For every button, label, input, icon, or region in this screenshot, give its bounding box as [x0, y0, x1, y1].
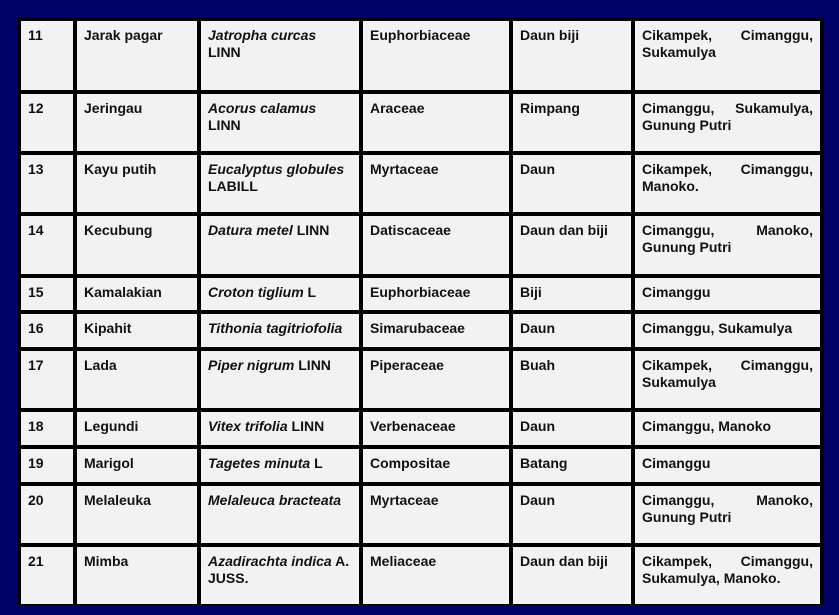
- table-row: [21, 155, 820, 212]
- species-author: LINN: [298, 357, 331, 373]
- location-cell: Cimanggu: [635, 449, 820, 482]
- species-author: LABILL: [208, 178, 258, 194]
- species-name: Piper nigrum: [208, 357, 295, 373]
- location-cell: Cikampek, Cimanggu, Sukamulya: [635, 351, 820, 408]
- local-name-cell: Lada: [77, 351, 197, 408]
- row-number-cell: 16: [21, 314, 73, 347]
- scientific-name-cell: [201, 278, 359, 310]
- local-name-cell: Jarak pagar: [77, 21, 197, 90]
- species-name: Croton tiglium: [208, 284, 304, 300]
- species-author: LINN: [208, 44, 241, 60]
- row-number-cell: 21: [21, 547, 73, 604]
- species-name: Tithonia tagitriofolia: [208, 320, 343, 336]
- species-name: Datura metel: [208, 222, 293, 238]
- scientific-name-cell: [201, 314, 359, 347]
- row-number-cell: 19: [21, 449, 73, 482]
- scientific-name-cell: [201, 21, 359, 90]
- local-name-cell: Melaleuka: [77, 486, 197, 543]
- table-row: [21, 314, 820, 347]
- plant-part-cell: Rimpang: [513, 94, 631, 151]
- plant-part-cell: Buah: [513, 351, 631, 408]
- local-name-cell: Kipahit: [77, 314, 197, 347]
- row-number-cell: 12: [21, 94, 73, 151]
- plant-part-cell: Batang: [513, 449, 631, 482]
- location-cell: Cimanggu, Sukamulya, Gunung Putri: [635, 94, 820, 151]
- location-cell: Cikampek, Cimanggu, Sukamulya: [635, 21, 820, 90]
- species-author: LINN: [291, 418, 325, 434]
- species-name: Eucalyptus globules: [208, 161, 345, 177]
- family-cell: Myrtaceae: [363, 486, 509, 543]
- family-cell: Araceae: [363, 94, 509, 151]
- row-number-cell: 20: [21, 486, 73, 543]
- plant-table-body: [21, 21, 820, 604]
- table-row: [21, 486, 820, 543]
- plant-part-cell: Daun: [513, 486, 631, 543]
- species-author: L: [307, 284, 317, 300]
- species-name: Melaleuca bracteata: [208, 492, 342, 508]
- family-cell: Meliaceae: [363, 547, 509, 604]
- local-name-cell: Mimba: [77, 547, 197, 604]
- family-cell: Compositae: [363, 449, 509, 482]
- scientific-name-cell: [201, 449, 359, 482]
- species-name: Vitex trifolia: [208, 418, 288, 434]
- family-cell: Simarubaceae: [363, 314, 509, 347]
- scientific-name-cell: [201, 216, 359, 274]
- table-row: [21, 21, 820, 90]
- location-cell: Cikampek, Cimanggu, Sukamulya, Manoko.: [635, 547, 820, 604]
- plant-part-cell: Daun dan biji: [513, 216, 631, 274]
- species-author: A. JUSS.: [208, 553, 350, 586]
- plant-part-cell: Daun dan biji: [513, 547, 631, 604]
- plant-part-cell: Daun: [513, 155, 631, 212]
- location-cell: Cikampek, Cimanggu, Manoko.: [635, 155, 820, 212]
- row-number-cell: 18: [21, 412, 73, 445]
- species-author: LINN: [296, 222, 330, 238]
- table-row: [21, 351, 820, 408]
- plant-part-cell: Daun: [513, 412, 631, 445]
- family-cell: Verbenaceae: [363, 412, 509, 445]
- row-number-cell: 11: [21, 21, 73, 90]
- family-cell: Myrtaceae: [363, 155, 509, 212]
- species-author: LINN: [208, 117, 241, 133]
- species-name: Acorus calamus: [208, 100, 317, 116]
- location-cell: Cimanggu, Manoko, Gunung Putri: [635, 486, 820, 543]
- scientific-name-cell: [201, 351, 359, 408]
- family-cell: Euphorbiaceae: [363, 278, 509, 310]
- table-row: [21, 94, 820, 151]
- scientific-name-cell: [201, 486, 359, 543]
- table-row: [21, 216, 820, 274]
- local-name-cell: Kecubung: [77, 216, 197, 274]
- location-cell: Cimanggu, Manoko: [635, 412, 820, 445]
- species-name: Jatropha curcas: [208, 27, 317, 43]
- scientific-name-cell: [201, 547, 359, 604]
- family-cell: Euphorbiaceae: [363, 21, 509, 90]
- location-cell: Cimanggu: [635, 278, 820, 310]
- species-name: Tagetes minuta: [208, 455, 311, 471]
- row-number-cell: 15: [21, 278, 73, 310]
- scientific-name-cell: [201, 94, 359, 151]
- local-name-cell: Jeringau: [77, 94, 197, 151]
- row-number-cell: 14: [21, 216, 73, 274]
- local-name-cell: Legundi: [77, 412, 197, 445]
- location-cell: Cimanggu, Manoko, Gunung Putri: [635, 216, 820, 274]
- table-row: [21, 412, 820, 445]
- row-number-cell: 13: [21, 155, 73, 212]
- family-cell: Datiscaceae: [363, 216, 509, 274]
- plant-table: [17, 17, 824, 608]
- species-author: L: [314, 455, 323, 471]
- table-row: [21, 547, 820, 604]
- table-row: [21, 278, 820, 310]
- species-name: Azadirachta indica: [208, 553, 332, 569]
- local-name-cell: Kayu putih: [77, 155, 197, 212]
- plant-part-cell: Daun biji: [513, 21, 631, 90]
- family-cell: Piperaceae: [363, 351, 509, 408]
- plant-part-cell: Daun: [513, 314, 631, 347]
- scientific-name-cell: [201, 155, 359, 212]
- local-name-cell: Kamalakian: [77, 278, 197, 310]
- local-name-cell: Marigol: [77, 449, 197, 482]
- table-row: [21, 449, 820, 482]
- row-number-cell: 17: [21, 351, 73, 408]
- plant-part-cell: Biji: [513, 278, 631, 310]
- plant-table-frame: [17, 17, 824, 605]
- scientific-name-cell: [201, 412, 359, 445]
- location-cell: Cimanggu, Sukamulya: [635, 314, 820, 347]
